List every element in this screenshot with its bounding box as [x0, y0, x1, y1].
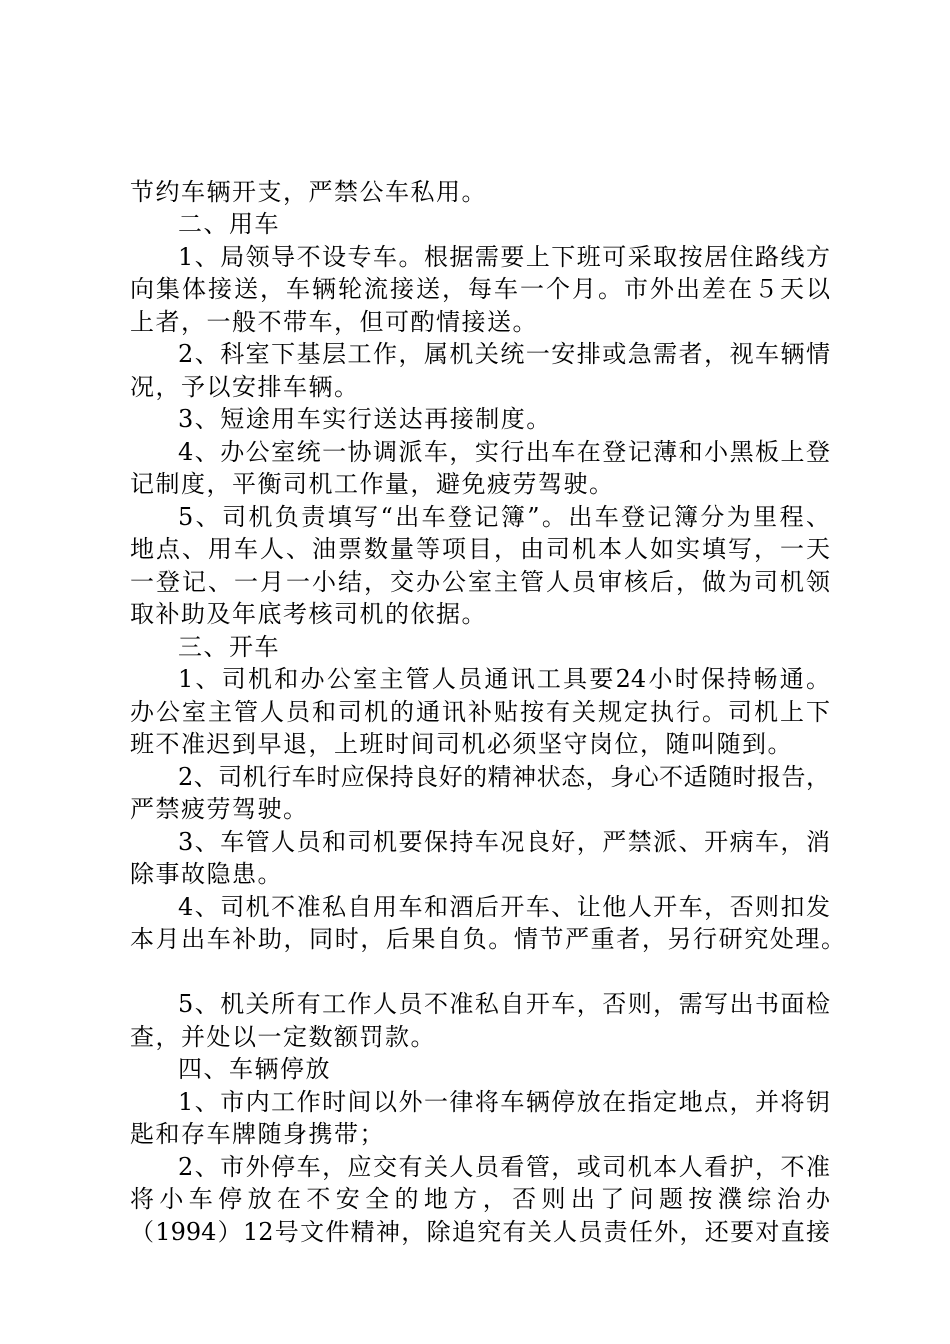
section-heading: 三、开车	[178, 633, 280, 661]
text-line: 除事故隐患。	[130, 860, 283, 888]
text-line: 记制度，平衡司机工作量，避免疲劳驾驶。	[130, 470, 615, 498]
text-line: 2、司机行车时应保持良好的精神状态，身心不适随时报告，	[178, 763, 830, 791]
text-line: 1、市内工作时间以外一律将车辆停放在指定地点，并将钥	[178, 1088, 830, 1116]
text-line: 况，予以安排车辆。	[130, 373, 360, 401]
text-line: 3、短途用车实行送达再接制度。	[178, 405, 552, 433]
text-line: （1994）12号文件精神，除追究有关人员责任外，还要对直接	[130, 1218, 830, 1246]
text-line: 2、科室下基层工作，属机关统一安排或急需者，视车辆情	[178, 340, 830, 368]
text-line: 查，并处以一定数额罚款。	[130, 1023, 436, 1051]
text-line: 4、司机不准私自用车和酒后开车、让他人开车，否则扣发	[178, 893, 830, 921]
text-line: 地点、用车人、油票数量等项目，由司机本人如实填写，一天	[130, 535, 830, 563]
text-line: 上者，一般不带车，但可酌情接送。	[130, 308, 538, 336]
text-line: 1、司机和办公室主管人员通讯工具要24小时保持畅通。	[178, 665, 830, 693]
text-line: 本月出车补助，同时，后果自负。情节严重者，另行研究处理。	[130, 925, 845, 953]
text-line: 严禁疲劳驾驶。	[130, 795, 309, 823]
text-line: 将小车停放在不安全的地方，否则出了问题按濮综治办	[130, 1185, 830, 1213]
text-line: 一登记、一月一小结，交办公室主管人员审核后，做为司机领	[130, 568, 830, 596]
text-line: 取补助及年底考核司机的依据。	[130, 600, 487, 628]
text-line: 3、车管人员和司机要保持车况良好，严禁派、开病车，消	[178, 828, 830, 856]
text-line: 2、市外停车，应交有关人员看管，或司机本人看护，不准	[178, 1153, 830, 1181]
text-line: 匙和存车牌随身携带；	[130, 1120, 385, 1148]
text-line: 4、办公室统一协调派车，实行出车在登记薄和小黑板上登	[178, 438, 830, 466]
text-line: 5、机关所有工作人员不准私自开车，否则，需写出书面检	[178, 990, 830, 1018]
text-line: 向集体接送，车辆轮流接送，每车一个月。市外出差在５天以	[130, 275, 830, 303]
section-heading: 二、用车	[178, 210, 280, 238]
text-line: 1、局领导不设专车。根据需要上下班可采取按居住路线方	[178, 243, 830, 271]
text-line: 5、司机负责填写“出车登记簿”。出车登记簿分为里程、	[178, 503, 830, 531]
text-line: 办公室主管人员和司机的通讯补贴按有关规定执行。司机上下	[130, 698, 830, 726]
text-line: 节约车辆开支，严禁公车私用。	[130, 178, 487, 206]
text-line: 班不准迟到早退，上班时间司机必须坚守岗位，随叫随到。	[130, 730, 793, 758]
section-heading: 四、车辆停放	[178, 1055, 331, 1083]
